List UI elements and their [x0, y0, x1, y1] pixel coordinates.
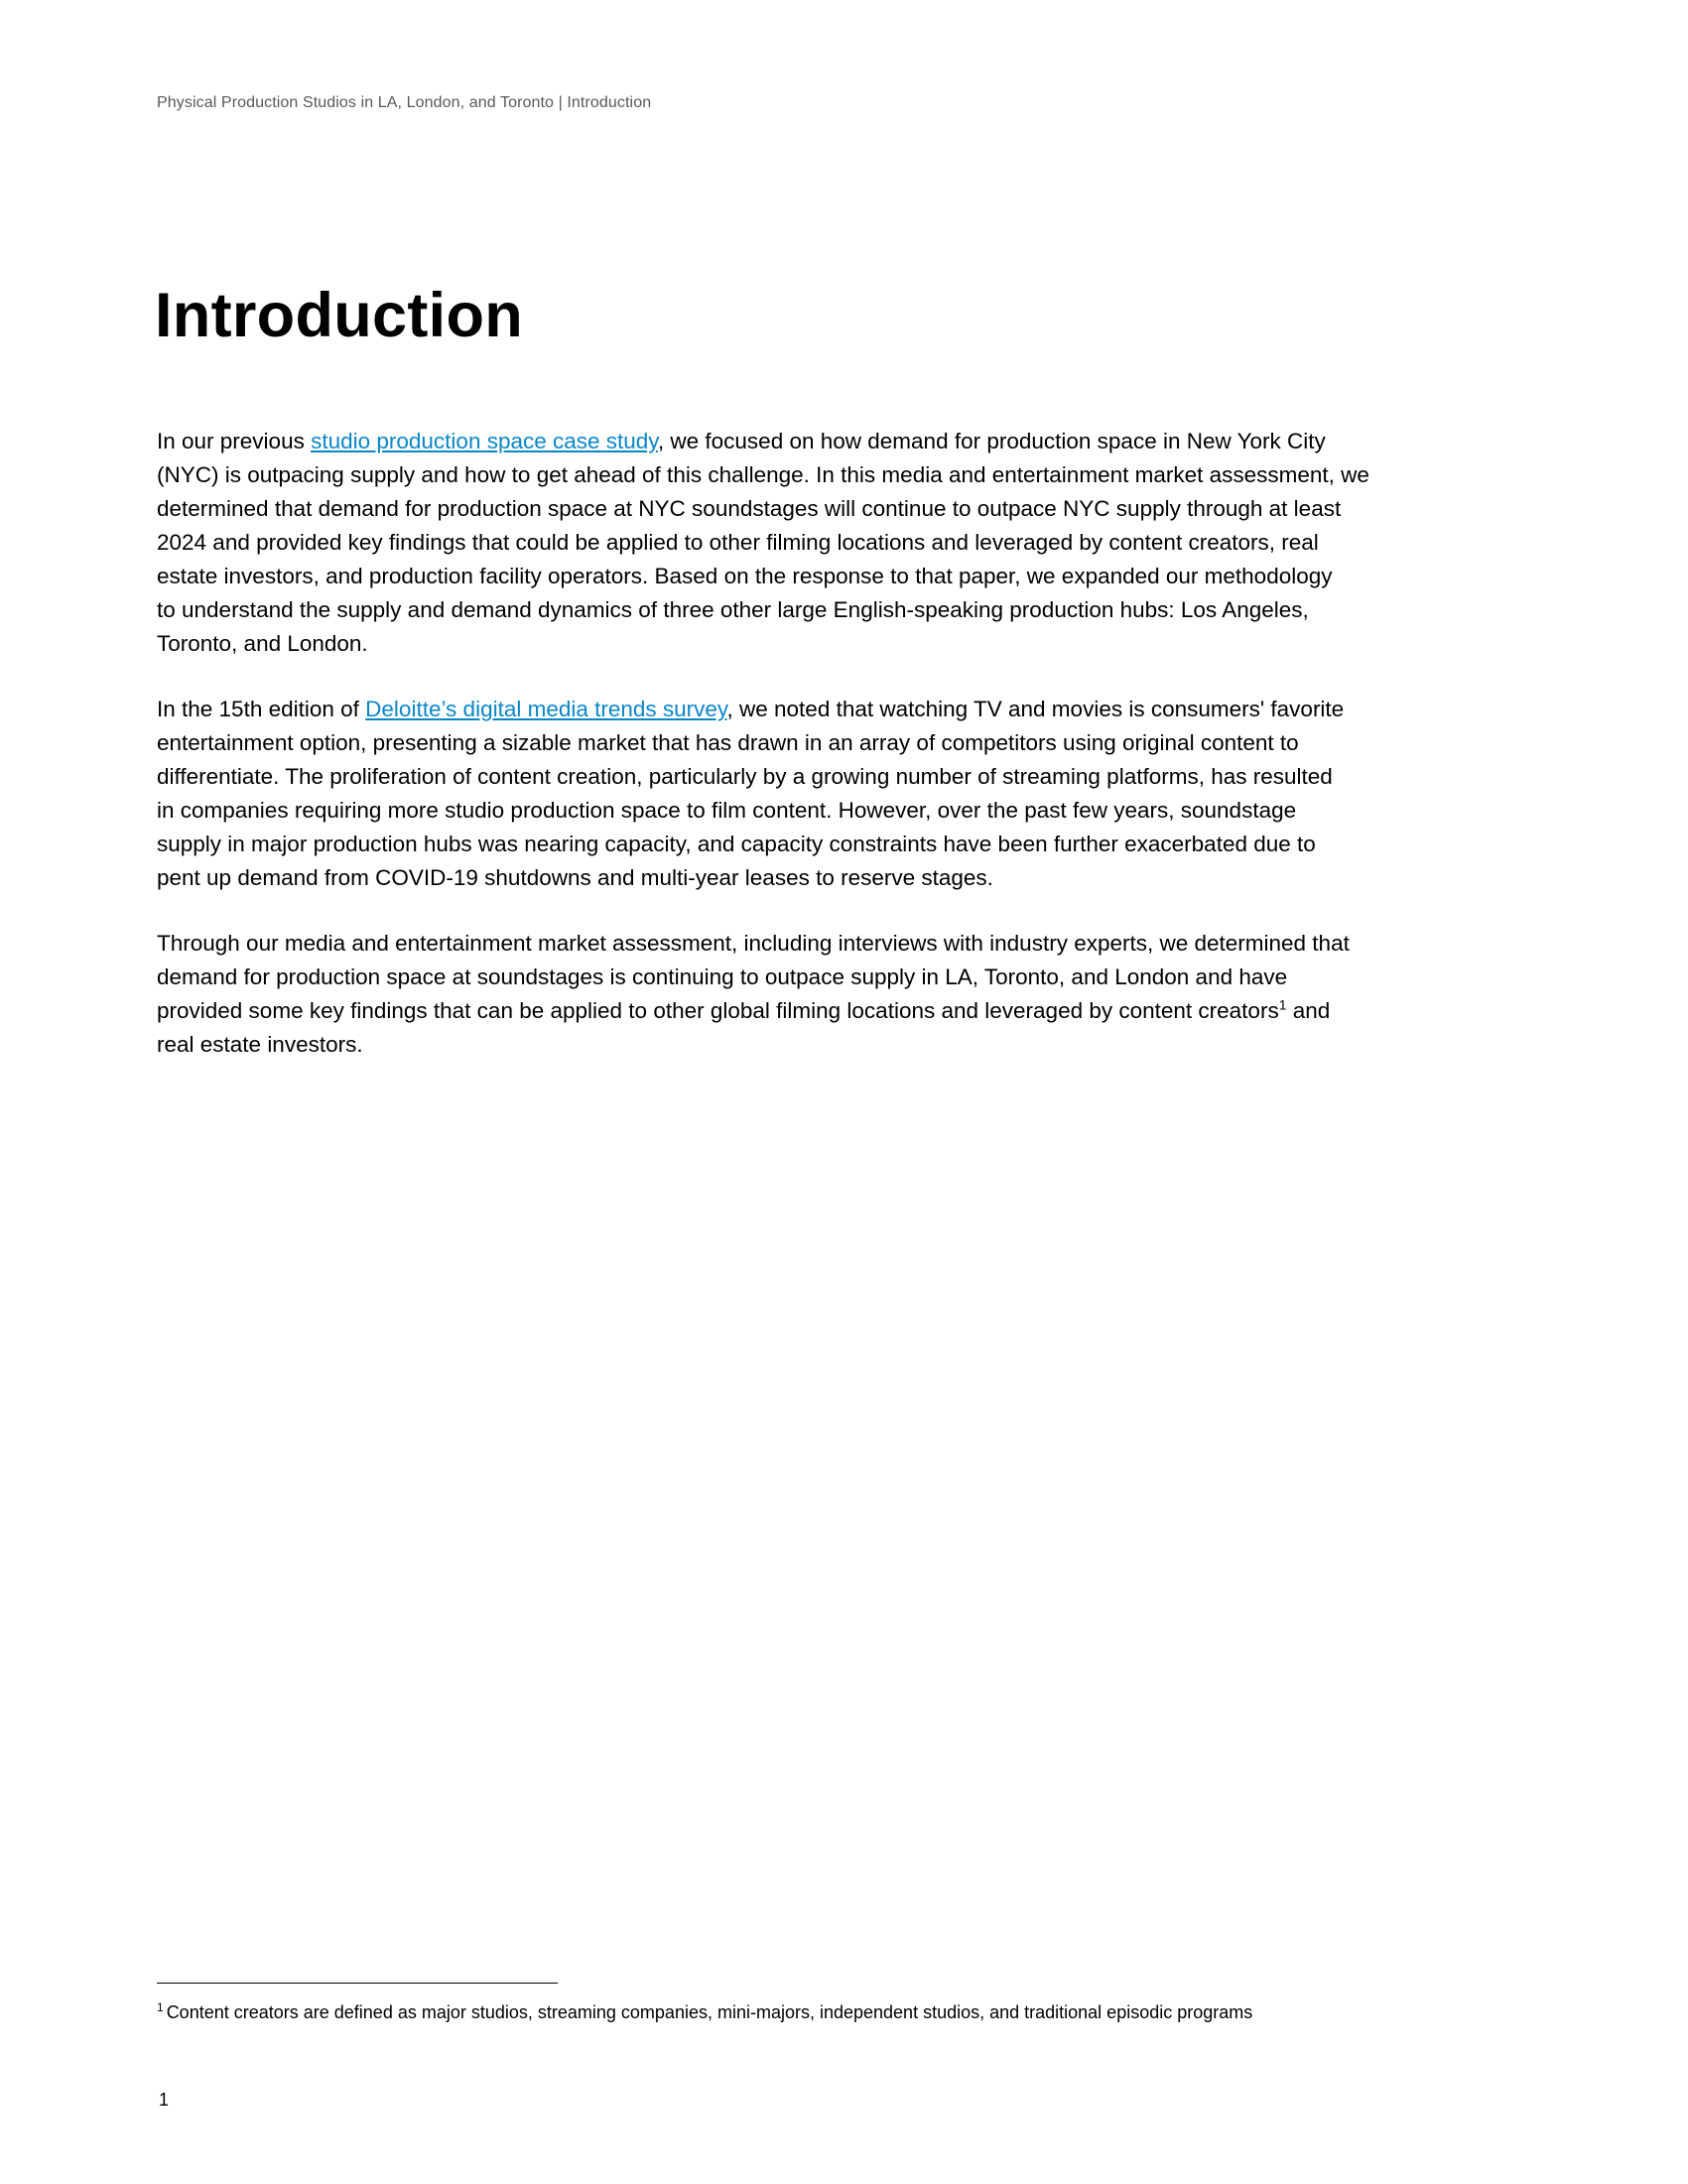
paragraph-3	[157, 927, 1546, 1062]
text-line	[157, 994, 1546, 1028]
text-segment: , we focused on how demand for production space in New York City	[657, 429, 1326, 453]
text-line: to understand the supply and demand dynamics of three other large English-speaking production hubs: Los Angeles,	[157, 597, 1309, 622]
footnote-text: Content creators are defined as major studios, streaming companies, mini-majors, independent studios, and traditional episodic programs	[166, 2002, 1253, 2022]
text-segment: In the 15th edition of	[157, 697, 366, 721]
body-text	[157, 425, 1546, 1093]
footnote-marker: 1	[157, 2000, 164, 2014]
page-title: Introduction	[155, 281, 524, 350]
footnote	[157, 2002, 1252, 2023]
paragraph-2	[157, 693, 1546, 895]
text-segment: In our previous	[157, 429, 312, 453]
text-line: estate investors, and production facility operators. Based on the response to that paper, we expanded our methodology	[157, 564, 1333, 588]
text-line: determined that demand for production space at NYC soundstages will continue to outpace NYC supply through at least	[157, 496, 1342, 521]
text-line: (NYC) is outpacing supply and how to get ahead of this challenge. In this media and entertainment market assessment, we	[157, 462, 1369, 487]
text-line: Through our media and entertainment market assessment, including interviews with industry experts, we determined that	[157, 931, 1350, 956]
text-line: supply in major production hubs was nearing capacity, and capacity constraints have been further exacerbated due to	[157, 832, 1316, 856]
text-line: Toronto, and London.	[157, 631, 368, 656]
text-line	[157, 693, 1546, 726]
paragraph-1	[157, 425, 1546, 661]
text-segment: and	[1286, 998, 1331, 1023]
text-line: pent up demand from COVID-19 shutdowns and multi-year leases to reserve stages.	[157, 865, 993, 890]
footnote-reference[interactable]: 1	[1278, 996, 1287, 1013]
text-line: 2024 and provided key findings that could be applied to other filming locations and leveraged by content creators, real	[157, 530, 1319, 555]
text-line	[157, 425, 1546, 458]
case-study-link[interactable]: studio production space case study	[311, 429, 658, 453]
text-line: demand for production space at soundstages is continuing to outpace supply in LA, Toronto, and London and have	[157, 964, 1288, 989]
text-line: entertainment option, presenting a sizable market that has drawn in an array of competitors using original content to	[157, 730, 1299, 755]
page-number: 1	[159, 2090, 170, 2110]
digital-media-trends-link[interactable]: Deloitte’s digital media trends survey	[365, 697, 727, 721]
text-line: differentiate. The proliferation of content creation, particularly by a growing number of streaming platforms, has resulted	[157, 764, 1333, 789]
footnote-separator	[157, 1983, 558, 1984]
text-segment: provided some key findings that can be applied to other global filming locations and leveraged by content creators	[157, 998, 1279, 1023]
running-header: Physical Production Studios in LA, London, and Toronto | Introduction	[157, 94, 652, 111]
text-line: in companies requiring more studio production space to film content. However, over the past few years, soundstage	[157, 798, 1297, 823]
text-line: real estate investors.	[157, 1032, 363, 1057]
text-segment: , we noted that watching TV and movies is consumers' favorite	[726, 697, 1345, 721]
